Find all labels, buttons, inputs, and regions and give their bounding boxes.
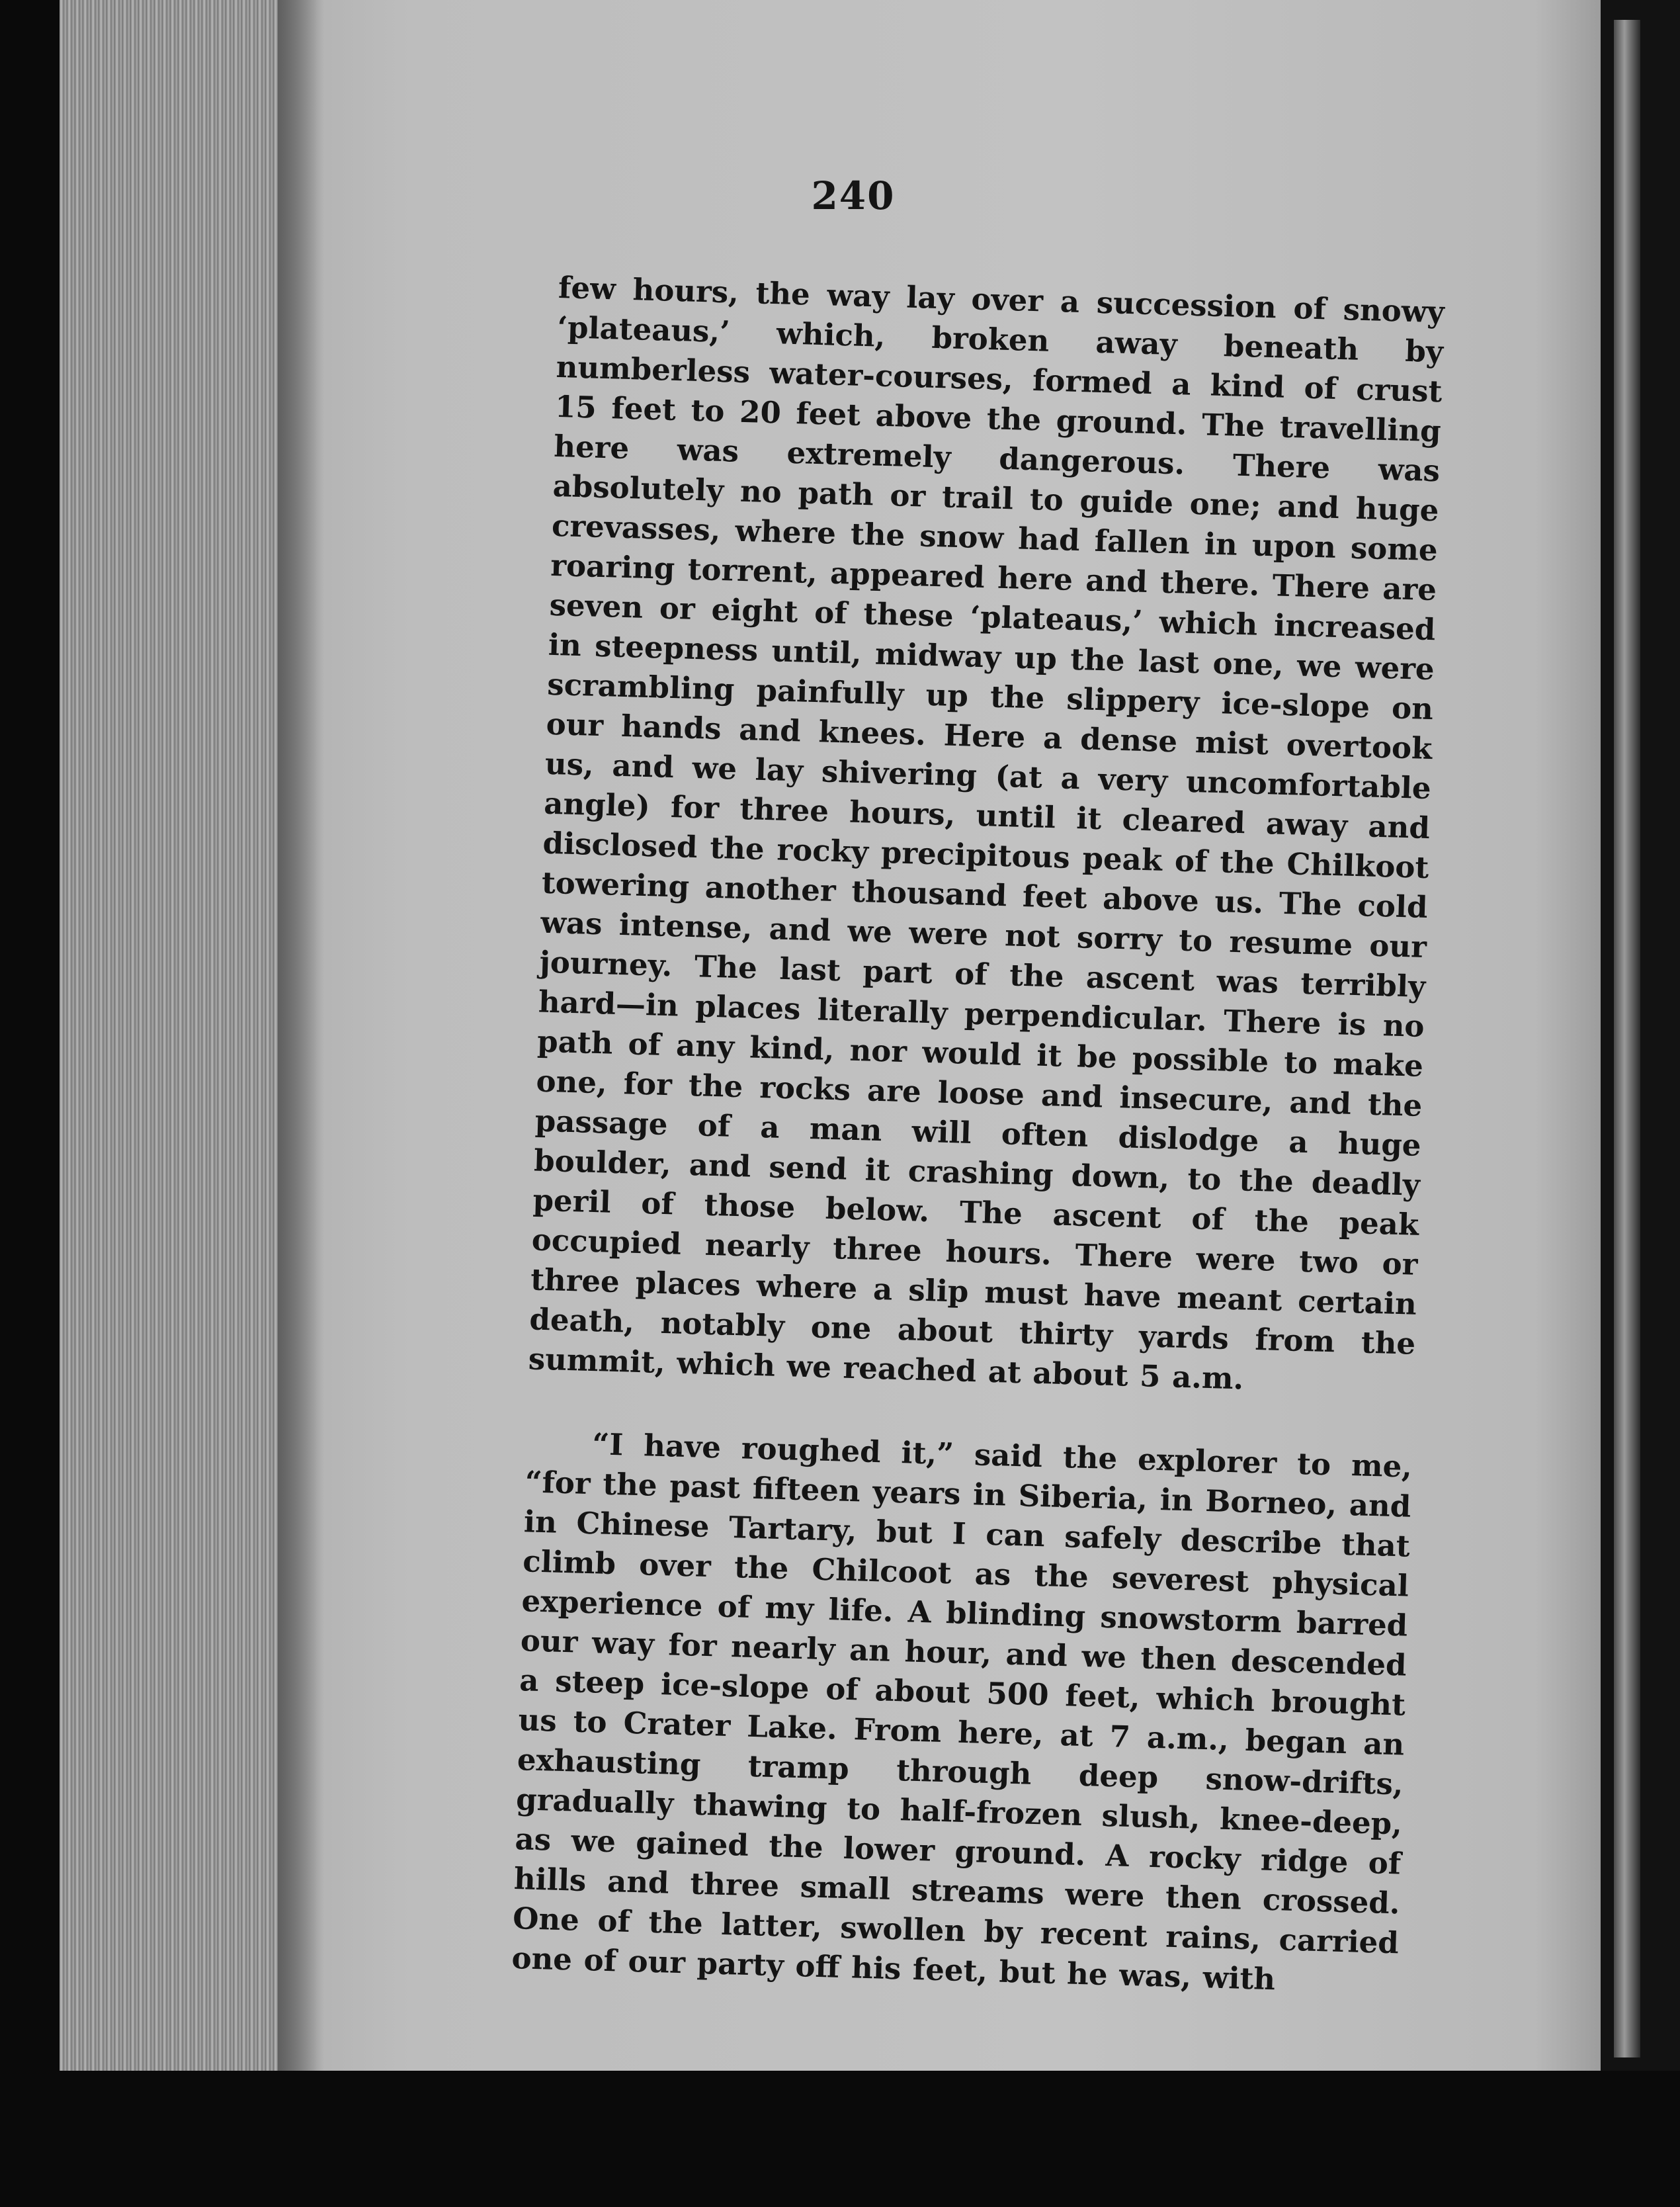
body-text bbox=[511, 268, 1445, 2003]
page-number: 240 bbox=[811, 173, 896, 218]
facing-page-edge bbox=[1614, 20, 1640, 2057]
book-page-edges bbox=[60, 0, 311, 2084]
paragraph: “I have roughed it,” said the explorer to me, “for the past fifteen years in Siberia, in Borneo, and in Chinese Tartary, but I can safely describe that climb over the Chilcoot as the severest physical experience of my life. A blinding snowstorm barred our way for nearly an hour, and we then descended a steep ice-slope of about 500 feet, which brought us to Crater Lake. From here, at 7 a.m., began an exhausting tramp through deep snow-drifts, gradually thawing to half-frozen slush, knee-deep, as we gained the lower ground. A rocky ridge of hills and three small streams were then crossed. One of the latter, swollen by recent rains, carried one of our party off his feet, but he was, with bbox=[511, 1426, 1413, 1997]
gutter-shadow bbox=[278, 0, 324, 2071]
paragraph: few hours, the way lay over a succession of snowy ‘plateaus,’ which, broken away beneath by numberless water-courses, formed a kind of crust 15 feet to 20 feet above the ground. The travelling here was extremely dangerous. There was absolutely no path or trail to guide one; and huge crevasses, where the snow had fallen in upon some roaring torrent, appeared here and there. There are seven or eight of these ‘plateaus,’ which increased in steepness until, midway up the last one, we were scrambling painfully up the slippery ice-slope on our hands and knees. Here a dense mist overtook us, and we lay shivering (at a very uncomfortable angle) for three hours, until it cleared away and disclosed the rocky precipitous peak of the Chilkoot towering another thousand feet above us. The cold was intense, and we were not sorry to resume our journey. The last part of the ascent was terribly hard—in places literally perpendicular. There is no path of any kind, nor would it be possible to make one, for the rocks are loose and insecure, and the passage of a man will often dislodge a huge boulder, and send it crashing down, to the deadly peril of those below. The ascent of the peak occupied nearly three hours. There were two or three places where a slip must have meant certain death, notably one about thirty yards from the summit, which we reached at about 5 a.m. bbox=[528, 269, 1445, 1397]
scan-margin-bottom bbox=[0, 2071, 1680, 2207]
scan-margin-left bbox=[0, 0, 66, 2207]
scan-margin-right bbox=[1601, 0, 1680, 2117]
